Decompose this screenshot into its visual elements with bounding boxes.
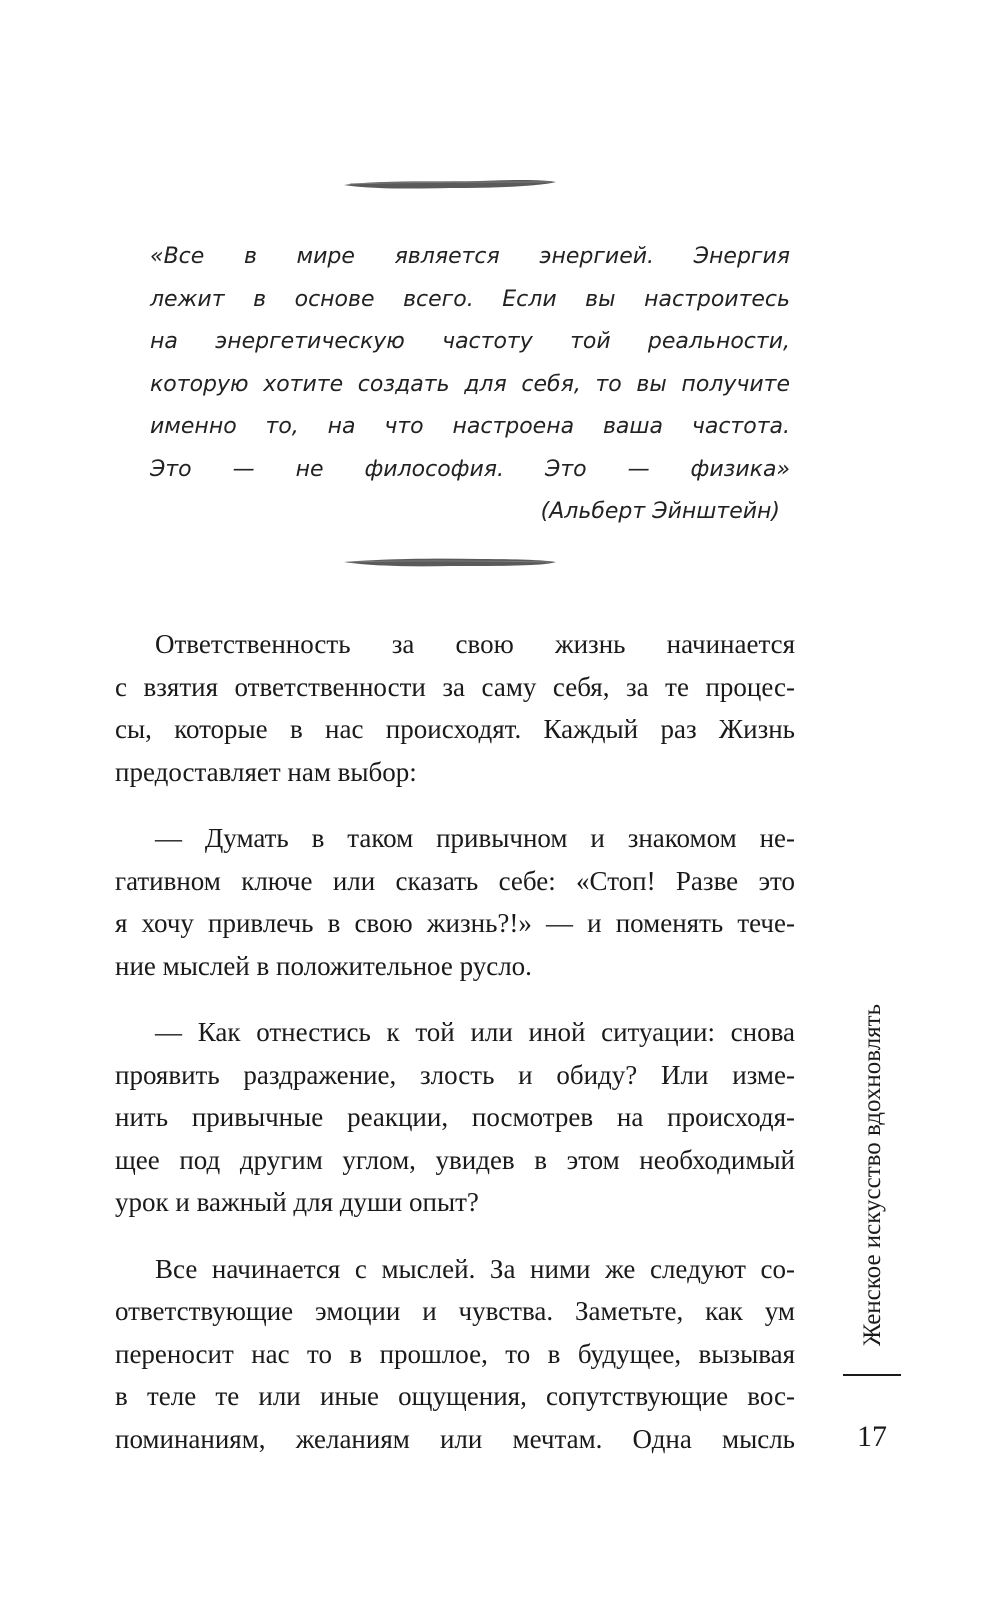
quote-line: на энергетическую частоту той реальности, bbox=[150, 329, 790, 354]
paragraph bbox=[115, 623, 795, 793]
quote-line: Это — не философия. Это — физика» bbox=[150, 456, 790, 482]
text-line: проявить раздражение, злость и обиду? Или изме- bbox=[115, 1059, 795, 1090]
text-line: ние мыслей в положительное русло. bbox=[115, 950, 532, 981]
text-line: в теле те или иные ощущения, сопутствующие вос- bbox=[115, 1381, 795, 1411]
body-text bbox=[115, 623, 795, 1484]
text-line: предоставляет нам выбор: bbox=[115, 756, 417, 787]
paragraph bbox=[115, 817, 795, 987]
text-line: гативном ключе или сказать себе: «Стоп! Разве это bbox=[115, 865, 795, 896]
decorative-brush-stroke-bottom bbox=[340, 554, 560, 570]
quote-line: «Все в мире является энергией. Энергия bbox=[150, 244, 790, 269]
text-line: переносит нас то в прошлое, то в будущее, вызывая bbox=[115, 1338, 795, 1369]
epigraph-quote bbox=[150, 236, 790, 534]
text-line: с взятия ответственности за саму себя, за те процес- bbox=[115, 671, 795, 702]
quote-line: именно то, на что настроена ваша частота. bbox=[150, 414, 790, 439]
text-line: урок и важный для души опыт? bbox=[115, 1187, 479, 1217]
paragraph bbox=[115, 1011, 795, 1224]
quote-line: которую хотите создать для себя, то вы получите bbox=[150, 371, 790, 397]
running-header-book-title bbox=[853, 990, 893, 1360]
text-line: Ответственность за свою жизнь начинается bbox=[155, 629, 795, 659]
page-number: 17 bbox=[857, 1420, 887, 1453]
decorative-brush-stroke-top bbox=[340, 176, 560, 192]
text-line: поминаниям, желаниям или мечтам. Одна мысль bbox=[115, 1423, 795, 1454]
text-line: — Как отнестись к той или иной ситуации: снова bbox=[155, 1017, 795, 1047]
text-line: я хочу привлечь в свою жизнь?!» — и поменять тече- bbox=[115, 908, 795, 938]
book-title: Женское искусство вдохновлять bbox=[859, 1004, 886, 1346]
text-line: сы, которые в нас происходят. Каждый раз Жизнь bbox=[115, 714, 795, 744]
page-number-rule bbox=[843, 1374, 901, 1376]
paragraph bbox=[115, 1248, 795, 1461]
text-line: нить привычные реакции, посмотрев на происходя- bbox=[115, 1102, 795, 1132]
text-line: щее под другим углом, увидев в этом необходимый bbox=[115, 1144, 795, 1175]
text-line: ответствующие эмоции и чувства. Заметьте, как ум bbox=[115, 1296, 795, 1326]
text-line: — Думать в таком привычном и знакомом не- bbox=[155, 823, 795, 853]
quote-author: (Альберт Эйнштейн) bbox=[540, 499, 780, 524]
text-line: Все начинается с мыслей. За ними же следуют со- bbox=[155, 1253, 795, 1284]
quote-line: лежит в основе всего. Если вы настроитесь bbox=[150, 286, 790, 312]
